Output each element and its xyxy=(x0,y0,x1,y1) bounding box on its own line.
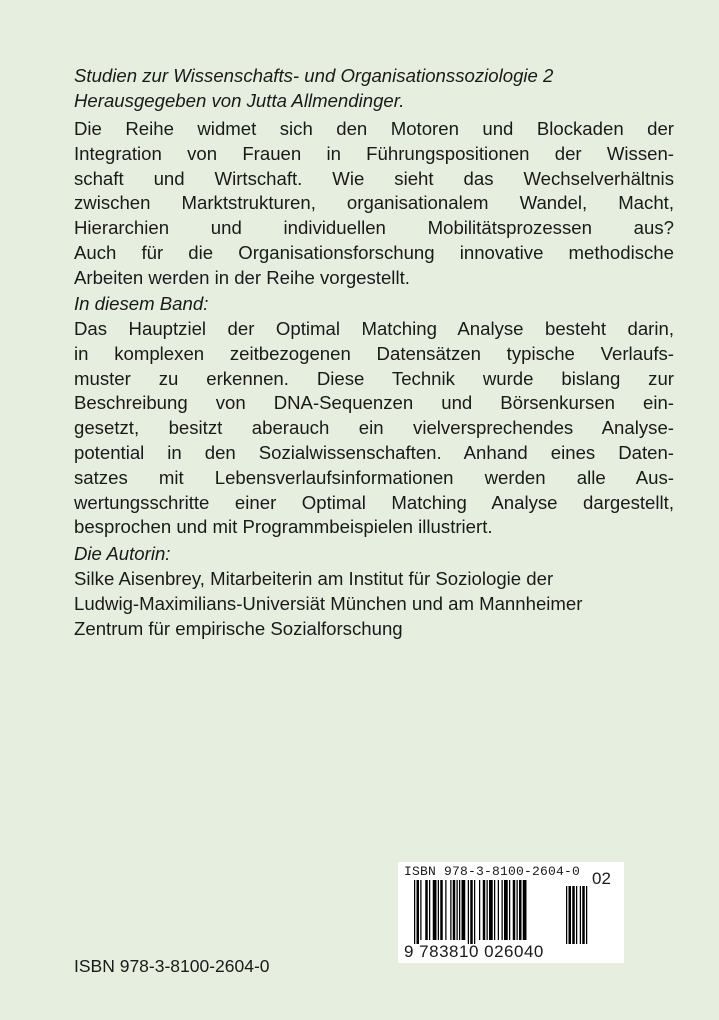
text-line: wertungsschritte einer Optimal Matching Analyse dargestellt, xyxy=(74,491,674,513)
barcode-bar xyxy=(517,880,518,940)
barcode-addon-bar xyxy=(576,886,577,944)
isbn-barcode xyxy=(398,862,624,963)
barcode-addon-digits: 02 xyxy=(592,869,611,888)
barcode-bar xyxy=(483,880,486,940)
barcode-addon-bar xyxy=(582,886,585,944)
text-line: zwischen Marktstrukturen, organisationalem Wandel, Macht, xyxy=(74,192,674,214)
barcode-addon-bar xyxy=(566,886,567,944)
text-line: Arbeiten werden in der Reihe vorgestellt. xyxy=(74,266,410,288)
barcode-bar xyxy=(462,880,466,940)
barcode-addon-bar xyxy=(586,886,587,944)
text-line: Hierarchien und individuellen Mobilitätsprozessen aus? xyxy=(74,217,674,239)
volume-heading xyxy=(74,292,674,317)
barcode-bar xyxy=(489,880,493,940)
text-line: Beschreibung von DNA-Sequenzen und Börsenkursen ein- xyxy=(74,392,674,414)
text-line: Zentrum für empirische Sozialforschung xyxy=(74,617,403,639)
author-heading xyxy=(74,542,674,567)
barcode-bar xyxy=(450,880,451,940)
barcode-addon-bar xyxy=(569,886,572,944)
barcode-bar xyxy=(523,880,527,940)
barcode-bar xyxy=(519,880,522,940)
barcode-bar xyxy=(457,880,458,940)
text-line: Integration von Frauen in Führungspositionen der Wissen- xyxy=(74,142,674,164)
barcode-bar xyxy=(459,880,460,940)
section-heading: In diesem Band: xyxy=(74,293,209,314)
barcode-bar xyxy=(438,880,439,940)
series-info xyxy=(74,64,674,114)
barcode-bar xyxy=(429,880,430,940)
barcode-bar xyxy=(433,880,437,940)
text-line: potential in den Sozialwissenschaften. Anhand eines Daten- xyxy=(74,441,674,463)
volume-description xyxy=(74,317,674,540)
barcode-ean-digits: 9 783810 026040 xyxy=(404,942,544,961)
barcode-bar xyxy=(504,880,508,940)
barcode-bar xyxy=(414,880,415,944)
barcode-bar xyxy=(509,880,510,940)
text-line: Silke Aisenbrey, Mitarbeiterin am Institut für Soziologie der xyxy=(74,568,554,589)
text-line: Ludwig-Maximilians-Universiät München und am Mannheimer xyxy=(74,592,583,614)
text-line: Die Reihe widmet sich den Motoren und Blockaden der xyxy=(74,118,674,139)
barcode-bar xyxy=(498,880,499,940)
series-editor: Herausgegeben von Jutta Allmendinger. xyxy=(74,89,405,111)
barcode-bar xyxy=(445,880,446,940)
barcode-bar xyxy=(468,880,469,944)
barcode-bar xyxy=(513,880,516,940)
barcode-bar xyxy=(420,880,421,940)
text-line: Auch für die Organisationsforschung innovative methodische xyxy=(74,241,674,263)
barcode-bar xyxy=(425,880,428,940)
barcode-bar xyxy=(470,880,473,944)
text-line: satzes mit Lebensverlaufsinformationen werden alle Aus- xyxy=(74,466,674,488)
isbn-text: ISBN 978-3-8100-2604-0 xyxy=(74,956,270,976)
section-heading: Die Autorin: xyxy=(74,543,171,564)
barcode-bar xyxy=(487,880,488,940)
author-description xyxy=(74,567,674,641)
barcode-bar xyxy=(502,880,503,940)
text-line: schaft und Wirtschaft. Wie sieht das Wechselverhältnis xyxy=(74,167,674,189)
text-line: gesetzt, besitzt aberauch ein vielversprechendes Analyse- xyxy=(74,417,674,439)
barcode-bar xyxy=(494,880,495,940)
text-line: muster zu erkennen. Diese Technik wurde bislang zur xyxy=(74,367,674,389)
series-title: Studien zur Wissenschafts- und Organisationssoziologie 2 xyxy=(74,65,554,86)
series-description xyxy=(74,117,674,291)
text-line: Das Hauptziel der Optimal Matching Analyse besteht darin, xyxy=(74,318,674,339)
barcode-addon-bar xyxy=(572,886,575,944)
text-line: in komplexen zeitbezogenen Datensätzen typische Verlaufs- xyxy=(74,342,674,364)
barcode-bar xyxy=(417,880,420,944)
barcode-bar xyxy=(474,880,475,944)
barcode-bar xyxy=(440,880,443,940)
text-line: besprochen und mit Programmbeispielen illustriert. xyxy=(74,516,493,538)
barcode-bar xyxy=(479,880,480,940)
barcode-isbn-label: ISBN 978-3-8100-2604-0 xyxy=(404,864,581,879)
barcode-bar xyxy=(453,880,456,940)
barcode-addon-bar xyxy=(580,886,581,944)
